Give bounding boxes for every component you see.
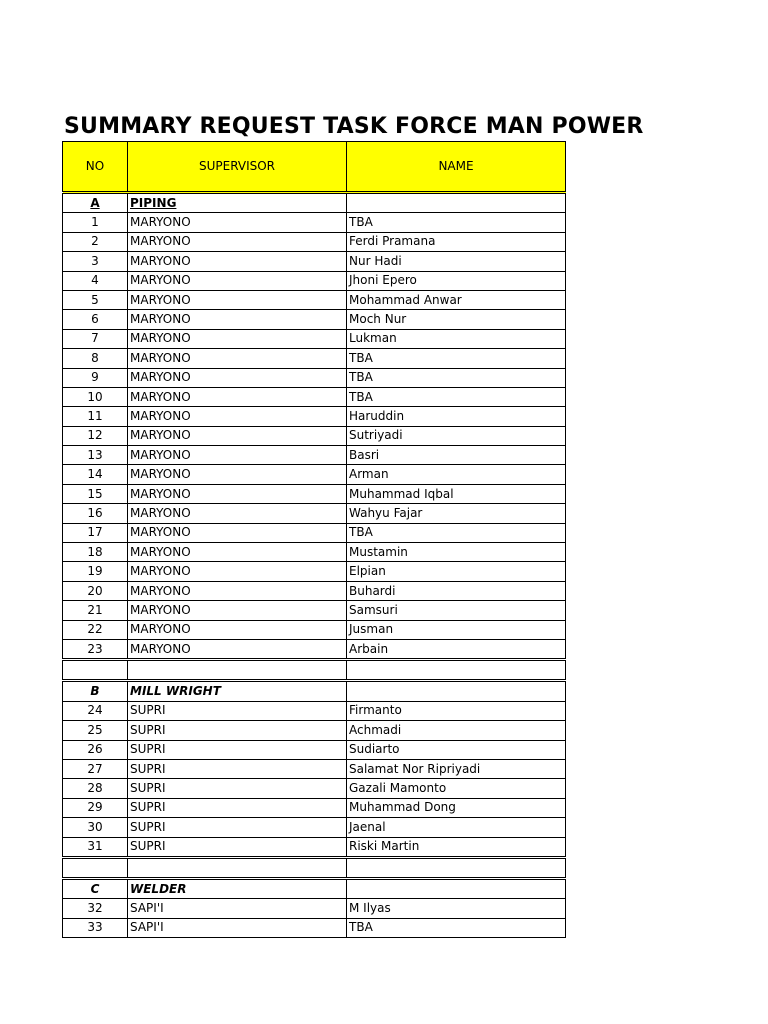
supervisor-cell: SAPI'I [128,918,347,937]
no-cell: 22 [63,620,128,639]
table-row [63,701,566,720]
table-row [63,329,566,348]
supervisor-cell: SAPI'I [128,899,347,918]
no-cell: 33 [63,918,128,937]
no-cell: 30 [63,818,128,837]
name-cell: TBA [347,523,566,542]
name-cell: Lukman [347,329,566,348]
table-row [63,387,566,406]
table-row [63,465,566,484]
name-cell: Elpian [347,562,566,581]
table-row [63,581,566,600]
name-cell: Sutriyadi [347,426,566,445]
supervisor-cell: MARYONO [128,484,347,503]
supervisor-cell: SUPRI [128,798,347,817]
no-cell: 6 [63,310,128,329]
supervisor-cell: MARYONO [128,349,347,368]
no-cell: 4 [63,271,128,290]
no-cell: 24 [63,701,128,720]
supervisor-cell: MARYONO [128,465,347,484]
empty-cell [347,878,566,898]
name-cell: TBA [347,387,566,406]
supervisor-cell: MARYONO [128,543,347,562]
empty-cell [347,193,566,213]
table-row [63,759,566,778]
supervisor-cell: SUPRI [128,759,347,778]
name-cell: TBA [347,918,566,937]
supervisor-cell: MARYONO [128,620,347,639]
header-no: NO [63,142,128,193]
supervisor-cell: MARYONO [128,639,347,659]
supervisor-cell: MARYONO [128,310,347,329]
name-cell: Mustamin [347,543,566,562]
name-cell: TBA [347,213,566,232]
no-cell: 10 [63,387,128,406]
section-code: A [63,193,128,213]
section-label: MILL WRIGHT [128,681,347,701]
name-cell: Jusman [347,620,566,639]
no-cell: 29 [63,798,128,817]
table-row [63,918,566,937]
supervisor-cell: MARYONO [128,368,347,387]
table-row [63,484,566,503]
no-cell: 20 [63,581,128,600]
supervisor-cell: MARYONO [128,290,347,309]
no-cell: 14 [63,465,128,484]
table-row [63,543,566,562]
name-cell: Moch Nur [347,310,566,329]
empty-cell [63,857,128,878]
name-cell: Nur Hadi [347,252,566,271]
name-cell: Haruddin [347,407,566,426]
section-row-piping [63,193,566,213]
supervisor-cell: MARYONO [128,232,347,251]
table-row [63,271,566,290]
no-cell: 31 [63,837,128,857]
supervisor-cell: SUPRI [128,779,347,798]
name-cell: Wahyu Fajar [347,504,566,523]
no-cell: 32 [63,899,128,918]
spacer-row [63,660,566,681]
name-cell: M Ilyas [347,899,566,918]
table-row [63,721,566,740]
supervisor-cell: MARYONO [128,252,347,271]
manpower-table [62,141,566,938]
table-row [63,446,566,465]
empty-cell [347,681,566,701]
name-cell: Riski Martin [347,837,566,857]
no-cell: 3 [63,252,128,271]
table-row [63,310,566,329]
header-name: NAME [347,142,566,193]
supervisor-cell: MARYONO [128,562,347,581]
empty-cell [63,660,128,681]
supervisor-cell: MARYONO [128,601,347,620]
spacer-row [63,857,566,878]
supervisor-cell: MARYONO [128,271,347,290]
supervisor-cell: MARYONO [128,387,347,406]
no-cell: 9 [63,368,128,387]
section-row-mill-wright [63,681,566,701]
name-cell: Ferdi Pramana [347,232,566,251]
table-row [63,504,566,523]
supervisor-cell: MARYONO [128,504,347,523]
name-cell: Salamat Nor Ripriyadi [347,759,566,778]
name-cell: Mohammad Anwar [347,290,566,309]
name-cell: Arman [347,465,566,484]
no-cell: 26 [63,740,128,759]
section-label: WELDER [128,878,347,898]
table-row [63,232,566,251]
table-row [63,740,566,759]
table-row [63,837,566,857]
table-row [63,562,566,581]
table-row [63,407,566,426]
table-row [63,426,566,445]
supervisor-cell: SUPRI [128,818,347,837]
no-cell: 27 [63,759,128,778]
empty-cell [128,857,347,878]
table-row [63,818,566,837]
no-cell: 17 [63,523,128,542]
empty-cell [347,857,566,878]
empty-cell [128,660,347,681]
table-row [63,601,566,620]
no-cell: 21 [63,601,128,620]
section-row-welder [63,878,566,898]
name-cell: Jaenal [347,818,566,837]
supervisor-cell: MARYONO [128,407,347,426]
no-cell: 2 [63,232,128,251]
header-row [63,142,566,193]
name-cell: Gazali Mamonto [347,779,566,798]
supervisor-cell: MARYONO [128,426,347,445]
name-cell: Muhammad Dong [347,798,566,817]
name-cell: Buhardi [347,581,566,600]
name-cell: Samsuri [347,601,566,620]
supervisor-cell: SUPRI [128,740,347,759]
table-row [63,349,566,368]
supervisor-cell: SUPRI [128,837,347,857]
no-cell: 1 [63,213,128,232]
name-cell: Achmadi [347,721,566,740]
supervisor-cell: MARYONO [128,446,347,465]
empty-cell [347,660,566,681]
name-cell: Jhoni Epero [347,271,566,290]
name-cell: Arbain [347,639,566,659]
no-cell: 23 [63,639,128,659]
no-cell: 16 [63,504,128,523]
name-cell: Muhammad Iqbal [347,484,566,503]
no-cell: 28 [63,779,128,798]
supervisor-cell: MARYONO [128,523,347,542]
no-cell: 18 [63,543,128,562]
name-cell: Basri [347,446,566,465]
table-row [63,779,566,798]
no-cell: 15 [63,484,128,503]
no-cell: 5 [63,290,128,309]
supervisor-cell: MARYONO [128,329,347,348]
section-code: C [63,878,128,898]
table-row [63,798,566,817]
section-code: B [63,681,128,701]
table-row [63,252,566,271]
supervisor-cell: MARYONO [128,213,347,232]
table-row [63,899,566,918]
table-row [63,213,566,232]
table-row [63,290,566,309]
table-row [63,639,566,659]
no-cell: 13 [63,446,128,465]
page-title: SUMMARY REQUEST TASK FORCE MAN POWER [64,114,644,139]
table-body [63,193,566,938]
supervisor-cell: SUPRI [128,721,347,740]
no-cell: 7 [63,329,128,348]
supervisor-cell: SUPRI [128,701,347,720]
name-cell: TBA [347,368,566,387]
no-cell: 25 [63,721,128,740]
no-cell: 19 [63,562,128,581]
no-cell: 12 [63,426,128,445]
no-cell: 8 [63,349,128,368]
table-row [63,523,566,542]
no-cell: 11 [63,407,128,426]
name-cell: Firmanto [347,701,566,720]
table-row [63,620,566,639]
table-row [63,368,566,387]
name-cell: TBA [347,349,566,368]
supervisor-cell: MARYONO [128,581,347,600]
section-label: PIPING [128,193,347,213]
name-cell: Sudiarto [347,740,566,759]
header-supervisor: SUPERVISOR [128,142,347,193]
